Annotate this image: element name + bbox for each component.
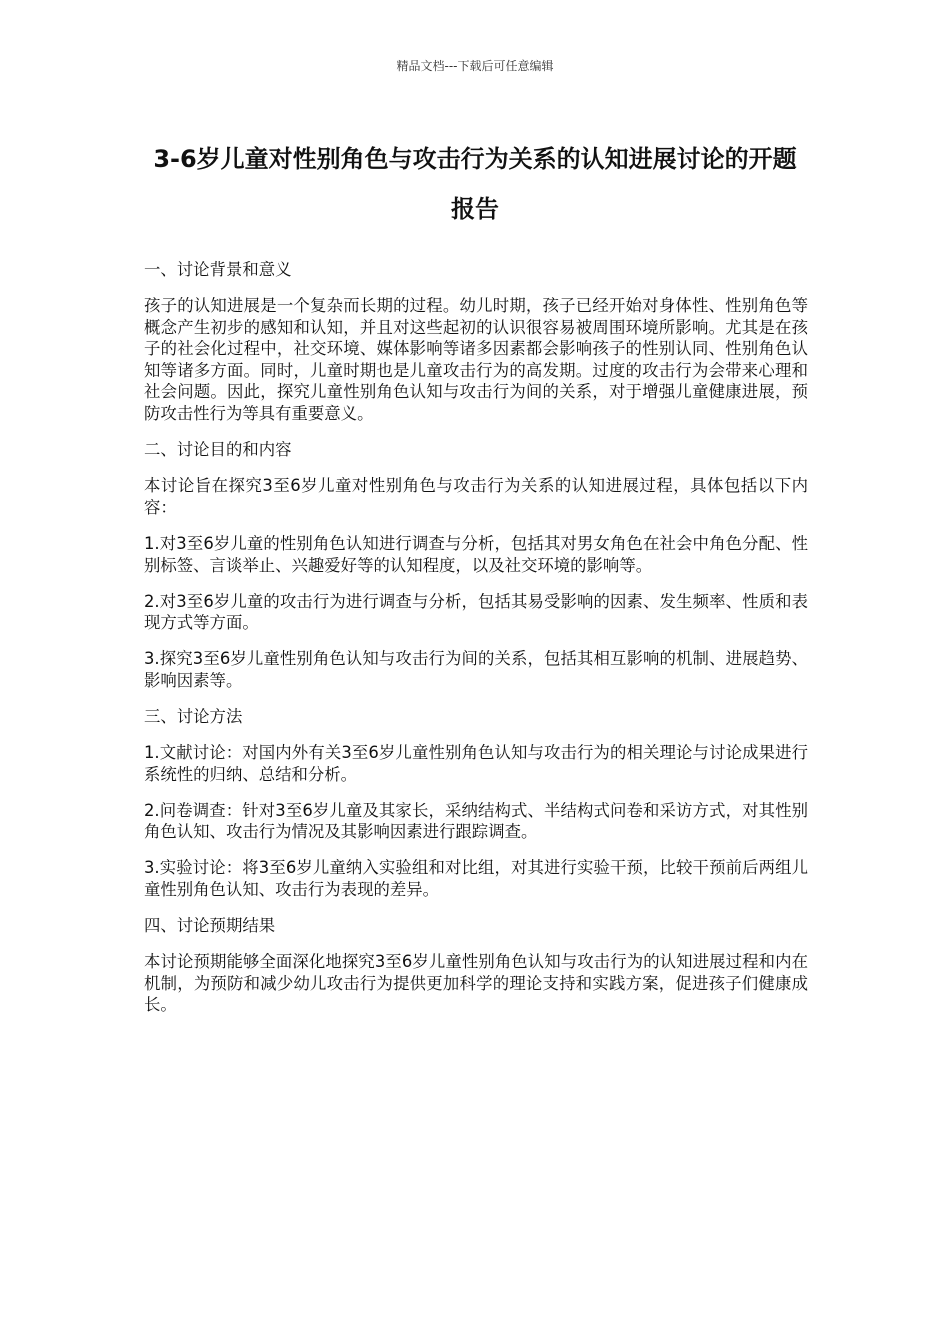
header-note: 精品文档---下载后可任意编辑 (396, 59, 554, 73)
paragraph-purpose-item-3: 3.探究3至6岁儿童性别角色认知与攻击行为间的关系，包括其相互影响的机制、进展趋势、影响因素等。 (144, 649, 808, 690)
paragraph-method-3: 3.实验讨论：将3至6岁儿童纳入实验组和对比组，对其进行实验干预，比较干预前后两组儿童性别角色认知、攻击行为表现的差异。 (144, 858, 808, 900)
section-heading-expected-results: 四、讨论预期结果 (144, 916, 276, 936)
paragraph-method-1: 1.文献讨论：对国内外有关3至6岁儿童性别角色认知与攻击行为的相关理论与讨论成果进行系统性的归纳、总结和分析。 (144, 743, 808, 784)
document-title: 3-6岁儿童对性别角色与攻击行为关系的认知进展讨论的开题报告 (153, 145, 797, 223)
paragraph-purpose-intro: 本讨论旨在探究3至6岁儿童对性别角色与攻击行为关系的认知进展过程，具体包括以下内容： (144, 476, 808, 517)
paragraph-expected-results: 本讨论预期能够全面深化地探究3至6岁儿童性别角色认知与攻击行为的认知进展过程和内在机制，为预防和减少幼儿攻击行为提供更加科学的理论支持和实践方案，促进孩子们健康成长。 (144, 952, 808, 1015)
paragraph-method-2: 2.问卷调查：针对3至6岁儿童及其家长，采纳结构式、半结构式问卷和采访方式，对其性别角色认知、攻击行为情况及其影响因素进行跟踪调查。 (144, 800, 808, 842)
section-heading-background: 一、讨论背景和意义 (144, 260, 292, 279)
paragraph-purpose-item-2: 2.对3至6岁儿童的攻击行为进行调查与分析，包括其易受影响的因素、发生频率、性质和表现方式等方面。 (144, 591, 808, 633)
paragraph-background: 孩子的认知进展是一个复杂而长期的过程。幼儿时期，孩子已经开始对身体性、性别角色等概念产生初步的感知和认知，并且对这些起初的认识很容易被周围环境所影响。尤其是在孩子的社会化过程中，社交环境、媒体影响等诸多因素都会影响孩子的性别认同、性别角色认知等诸多方面。同时，儿童时期也是儿童攻击行为的高发期。过度的攻击行为会带来心理和社会问题。因此，探究儿童性别角色认知与攻击行为间的关系，对于增强儿童健康进展，预防攻击性行为等具有重要意义。 (144, 296, 808, 424)
paragraph-purpose-item-1: 1.对3至6岁儿童的性别角色认知进行调查与分析，包括其对男女角色在社会中角色分配、性别标签、言谈举止、兴趣爱好等的认知程度，以及社交环境的影响等。 (144, 533, 808, 575)
document-body (144, 259, 808, 1031)
section-heading-methods: 三、讨论方法 (144, 707, 243, 726)
section-heading-purpose: 二、讨论目的和内容 (144, 440, 292, 460)
